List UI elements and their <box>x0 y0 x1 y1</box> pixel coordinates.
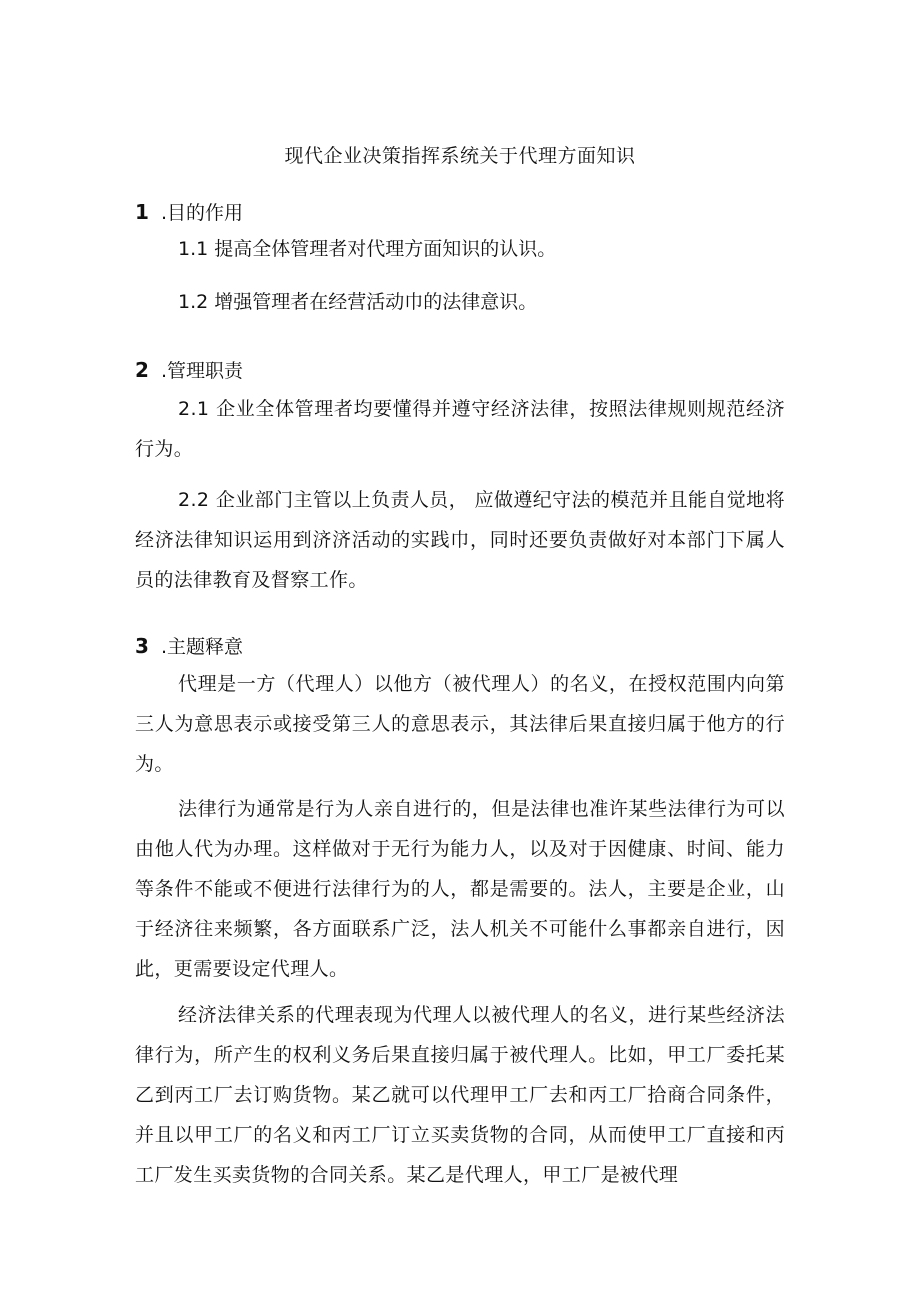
section-title: .目的作用 <box>161 202 244 224</box>
section-3-paragraph-3: 经济法律关系的代理表现为代理人以被代理人的名义，进行某些经济法律行为，所产生的权利义务后果直接归属于被代理人。比如，甲工厂委托某乙到丙工厂去订购货物。某乙就可以代理甲工厂去和丙工厂拾商合同条件，并且以甲工厂的名义和丙工厂订立买卖货物的合同，从而使甲工厂直接和丙工厂发生买卖货物的合同关系。某乙是代理人，甲工厂是被代理 <box>135 1004 785 1186</box>
section-1-item-2: 1.2 增强管理者在经营活动巾的法律意识。 <box>178 291 538 313</box>
section-3-paragraph-2: 法律行为通常是行为人亲自进行的，但是法律也准许某些法律行为可以由他人代为办理。这样做对于无行为能力人，以及对于因健康、时间、能力等条件不能或不便进行法律行为的人，都是需要的。法人，主要是企业，山于经济往来频繁，各方面联系广泛，法人机关不可能什么事都亲自进行，因此，更需要设定代理人。 <box>135 798 785 980</box>
section-number: 3 <box>135 634 149 658</box>
section-title: .主题释意 <box>161 636 244 658</box>
document-title: 现代企业决策指挥系统关于代理方面知识 <box>284 145 636 167</box>
section-3-heading <box>135 631 243 662</box>
section-title: .管理职责 <box>161 360 244 382</box>
section-2-paragraph-2: 2.2 企业部门主管以上负责人员， 应做遵纪守法的模范并且能自觉地将经济法律知识运用到济济活动的实践巾，同时还要负责做好对本部门下属人员的法律教育及督察工作。 <box>135 489 785 591</box>
section-2-heading <box>135 355 243 386</box>
section-1-item-1: 1.1 提高全体管理者对代理方面知识的认识。 <box>178 238 557 260</box>
section-number: 2 <box>135 358 149 382</box>
section-2-paragraph-1: 2.1 企业全体管理者均要懂得并遵守经济法律，按照法律规则规范经济行为。 <box>135 398 785 460</box>
section-1-heading <box>135 197 243 228</box>
section-number: 1 <box>135 200 149 224</box>
section-3-paragraph-1: 代理是一方（代理人）以他方（被代理人）的名义，在授权范围内向第三人为意思表示或接受第三人的意思表示，其法律后果直接归属于他方的行为。 <box>135 673 785 775</box>
